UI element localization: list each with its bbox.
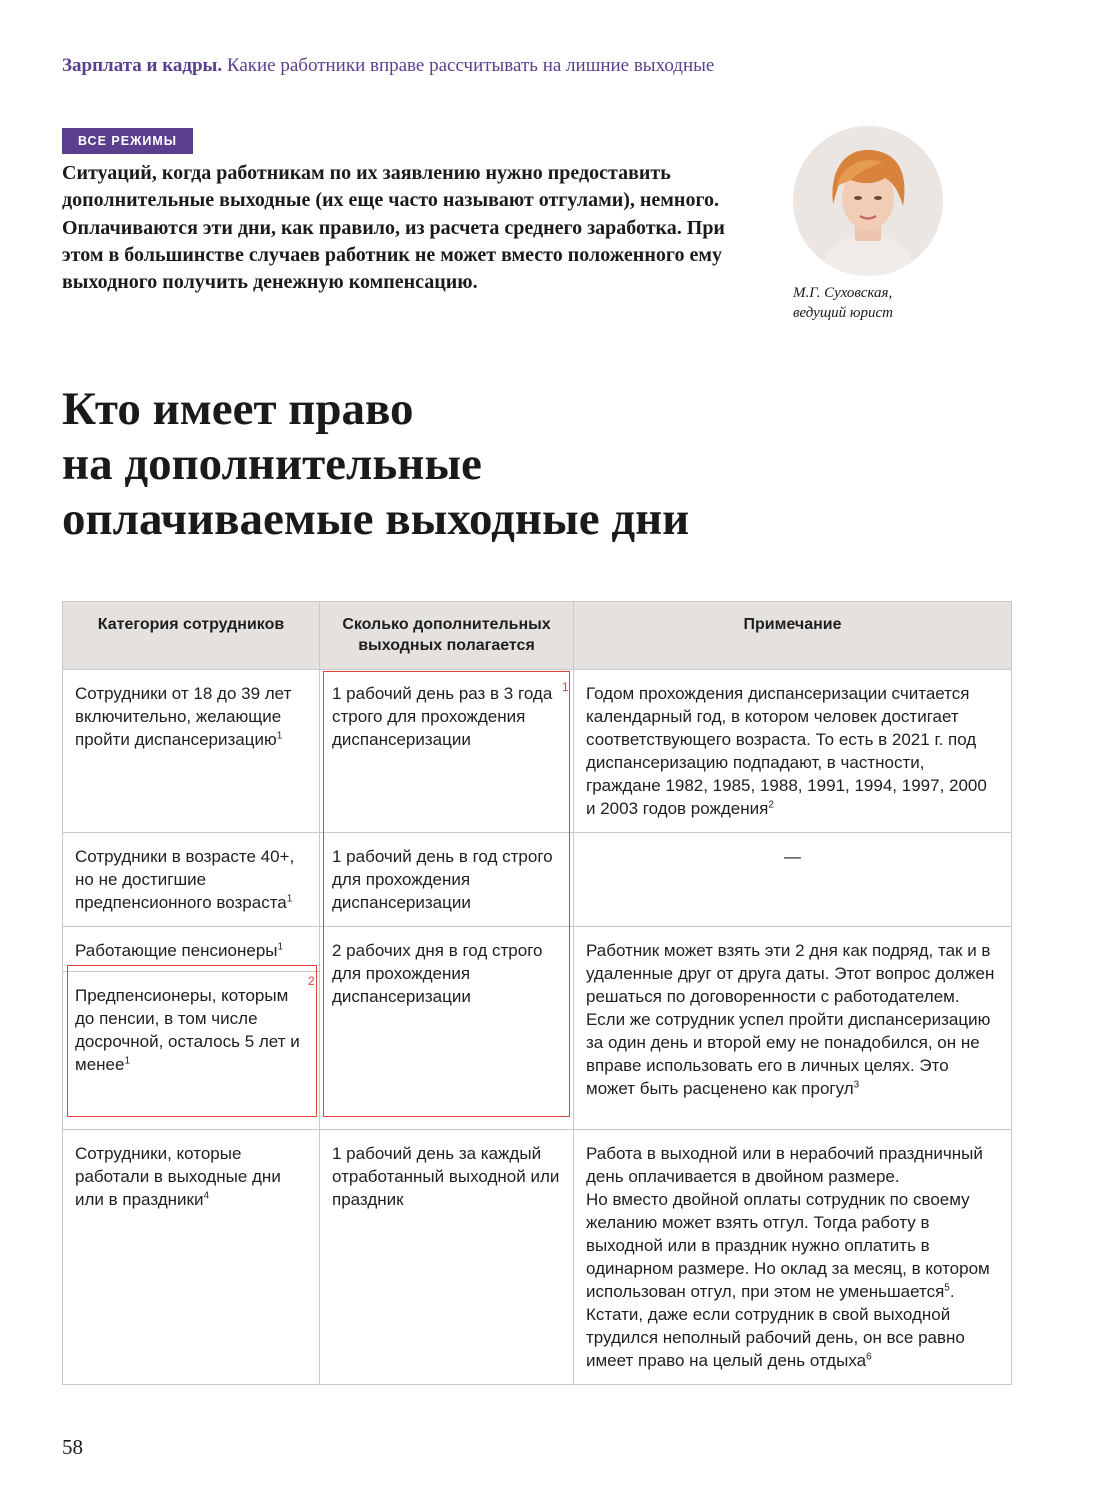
- table-row: [63, 927, 1012, 1130]
- header-days: Сколько дополнительных выходных полагается: [320, 602, 574, 670]
- author-name: М.Г. Суховская,: [793, 285, 893, 301]
- cell-note: Работа в выходной или в нерабочий праздничный день оплачивается в двойном размере. Но вместо двойной оплаты сотрудник по своему желанию может взять отгул. Тогда работу в выходной или в праздник нужно оплатить в одинарном размере. Но оклад за месяц, в котором использован отгул, при этом не уменьшается$^5$. Кстати, даже если сотрудник в свой выходной трудился неполный рабочий день, он все равно имеет право на целый день отдыха$^6$: [574, 1130, 1012, 1385]
- title-line-1: Кто имеет право: [62, 383, 414, 435]
- author-photo: [793, 126, 943, 276]
- footnote-ref: 2: [768, 799, 774, 811]
- table-row: [63, 1130, 1012, 1385]
- extra-days-table: [62, 601, 1012, 1385]
- footnote-ref: 1: [286, 893, 293, 905]
- table-row: [63, 833, 1012, 927]
- tax-regime-badge: ВСЕ РЕЖИМЫ: [62, 128, 193, 154]
- header-note: Примечание: [574, 602, 1012, 670]
- cell-category: Сотрудники от 18 до 39 лет включительно, желающие пройти диспансеризацию$^1$: [63, 670, 320, 833]
- section-topic: Какие работники вправе рассчитывать на лишние выходные: [226, 55, 715, 76]
- title-line-2: на дополнительные: [62, 438, 482, 490]
- annotation-number-1: 1: [562, 680, 569, 694]
- section-name: Зарплата и кадры.: [62, 55, 223, 76]
- cell-note: Работник может взять эти 2 дня как подряд, так и в удаленные друг от друга даты. Этот вопрос должен решаться по договоренности с работодателем. Если же сотрудник успел пройти диспансеризацию за один день и второй ему не понадобился, он не вправе использовать его в личных целях. Это может быть расценено как прогул$^3$: [574, 927, 1012, 1130]
- cell-days: 1 рабочий день раз в 3 года строго для прохождения диспансеризации: [320, 670, 574, 833]
- running-head: [62, 55, 714, 77]
- author-role: ведущий юрист: [793, 305, 893, 321]
- category-pensioners: Работающие пенсионеры$^1$: [75, 941, 284, 960]
- cell-days: 1 рабочий день в год строго для прохождения диспансеризации: [320, 833, 574, 927]
- cell-category: Сотрудники в возрасте 40+, но не достигшие предпенсионного возраста$^1$: [63, 833, 320, 927]
- table-row: [63, 670, 1012, 833]
- page-number: 58: [62, 1435, 83, 1459]
- cell-category: Сотрудники, которые работали в выходные дни или в праздники$^4$: [63, 1130, 320, 1385]
- lead-paragraph: Ситуаций, когда работникам по их заявлению нужно предоставить дополнительные выходные (их еще часто называют отгулами), немного. Оплачиваются эти дни, как правило, из расчета среднего заработка. При этом в большинстве случаев работник не может вместо положенного ему выходного получить денежную компенсацию.: [62, 162, 725, 294]
- category-prepensioners: Предпенсионеры, которым до пенсии, в том числе досрочной, осталось 5 лет и менее$^1$: [63, 971, 319, 1088]
- annotation-number-2: 2: [308, 974, 315, 988]
- author-caption: [793, 283, 893, 323]
- footnote-ref: 1: [124, 1055, 131, 1067]
- footnote-ref: 1: [277, 941, 284, 953]
- cell-days: 2 рабочих дня в год строго для прохождения диспансеризации: [320, 927, 574, 1130]
- cell-note: —: [574, 833, 1012, 927]
- article-title: [62, 382, 962, 547]
- footnote-ref: 5: [944, 1282, 950, 1294]
- cell-days: 1 рабочий день за каждый отработанный выходной или праздник: [320, 1130, 574, 1385]
- title-line-3: оплачиваемые выходные дни: [62, 493, 690, 545]
- cell-category: [63, 927, 320, 1130]
- footnote-ref: 3: [853, 1079, 860, 1091]
- header-category: Категория сотрудников: [63, 602, 320, 670]
- footnote-ref: 6: [866, 1351, 872, 1363]
- footnote-ref: 4: [203, 1190, 210, 1202]
- cell-note: Годом прохождения диспансеризации считается календарный год, в котором человек достигает соответствующего возраста. То есть в 2021 г. под диспансеризацию подпадают, в частности, граждане 1982, 1985, 1988, 1991, 1994, 1997, 2000 и 2003 годов рождения$^2$: [574, 670, 1012, 833]
- table-header-row: [63, 602, 1012, 670]
- footnote-ref: 1: [276, 730, 283, 742]
